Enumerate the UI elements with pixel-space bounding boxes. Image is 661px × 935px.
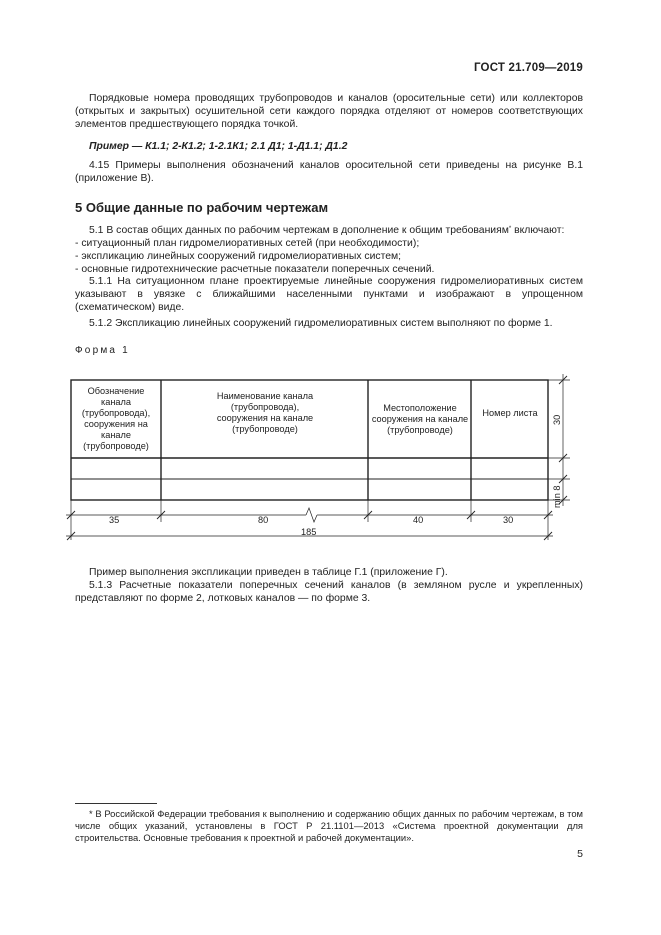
paragraph-5-1-text: 5.1 В состав общих данных по рабочим чертежам в дополнение к общим требованиям	[89, 225, 509, 236]
paragraph-example-ref: Пример выполнения экспликации приведен в таблице Г.1 (приложение Г).	[89, 567, 448, 578]
paragraph-5-1-1: 5.1.1 На ситуационном плане проектируемые линейные сооружения гидромелиоративных систем указывают в увязке с ближайшими населенными пунктами и изображают в упрощенном (схематическом) виде.	[75, 276, 583, 313]
paragraph-4-15: 4.15 Примеры выполнения обозначений каналов оросительной сети приведены на рисунке В.1 (приложение В).	[75, 160, 583, 184]
dimension-col4: 30	[503, 515, 514, 525]
footnote-rule	[75, 803, 157, 804]
document-code: ГОСТ 21.709—2019	[473, 62, 583, 74]
list-item: - ситуационный план гидромелиоративных сетей (при необходимости);	[75, 238, 420, 249]
example-line: Пример — К1.1; 2-К1.2; 1-2.1К1; 2.1 Д1; 1-Д1.1; Д1.2	[89, 141, 348, 152]
header-cell-name: Наименование канала (трубопровода), сооружения на канале (трубопроводе)	[216, 391, 314, 434]
list-item: - экспликацию линейных сооружений гидромелиоративных систем;	[75, 250, 402, 262]
intro-paragraph: Порядковые номера проводящих трубопроводов и каналов (оросительные сети) или коллекторов (открытых и закрытых) осушительной сети каждого порядка отделяют от номеров соответствующих элементов предшествующего порядка точкой.	[75, 93, 583, 130]
section-title: 5 Общие данные по рабочим чертежам	[75, 200, 329, 215]
list-item: - основные гидротехнические расчетные показатели поперечных сечений.	[75, 263, 435, 275]
footnote-mark: *	[508, 226, 512, 232]
break-symbol	[306, 508, 317, 522]
dimension-total: 185	[301, 527, 317, 537]
dimension-col1: 35	[109, 515, 120, 525]
form-label: Форма 1	[75, 345, 130, 356]
footnote: * В Российской Федерации требования к выполнению и содержанию общих данных по рабочим чертежам, в том числе общих указаний, установлены в ГОСТ Р 21.1101—2013 «Система проектной документации для строительства. Основные требования к проектной и рабочей документации».	[75, 808, 583, 843]
dimension-col3: 40	[413, 515, 424, 525]
header-cell-designation: Обозначение канала (трубопровода), сооружения на канале (трубопроводе)	[81, 386, 151, 451]
paragraph-5-1-3: 5.1.3 Расчетные показатели поперечных сечений каналов (в земляном русле и укрепленных) представляют по форме 2, лотковых каналов — по форме 3.	[75, 580, 583, 604]
dimension-col2: 80	[258, 515, 269, 525]
dimension-header-height: 30	[552, 414, 562, 425]
paragraph-5-1-2: 5.1.2 Экспликацию линейных сооружений гидромелиоративных систем выполняют по форме 1.	[89, 318, 553, 329]
header-cell-location: Местоположение сооружения на канале (трубопроводе)	[371, 403, 469, 435]
header-cell-sheet-number: Номер листа	[482, 408, 538, 418]
paragraph-5-1-end: включают:	[511, 225, 565, 236]
page-number: 5	[577, 848, 583, 860]
dimension-row-height: min 8	[552, 485, 562, 508]
